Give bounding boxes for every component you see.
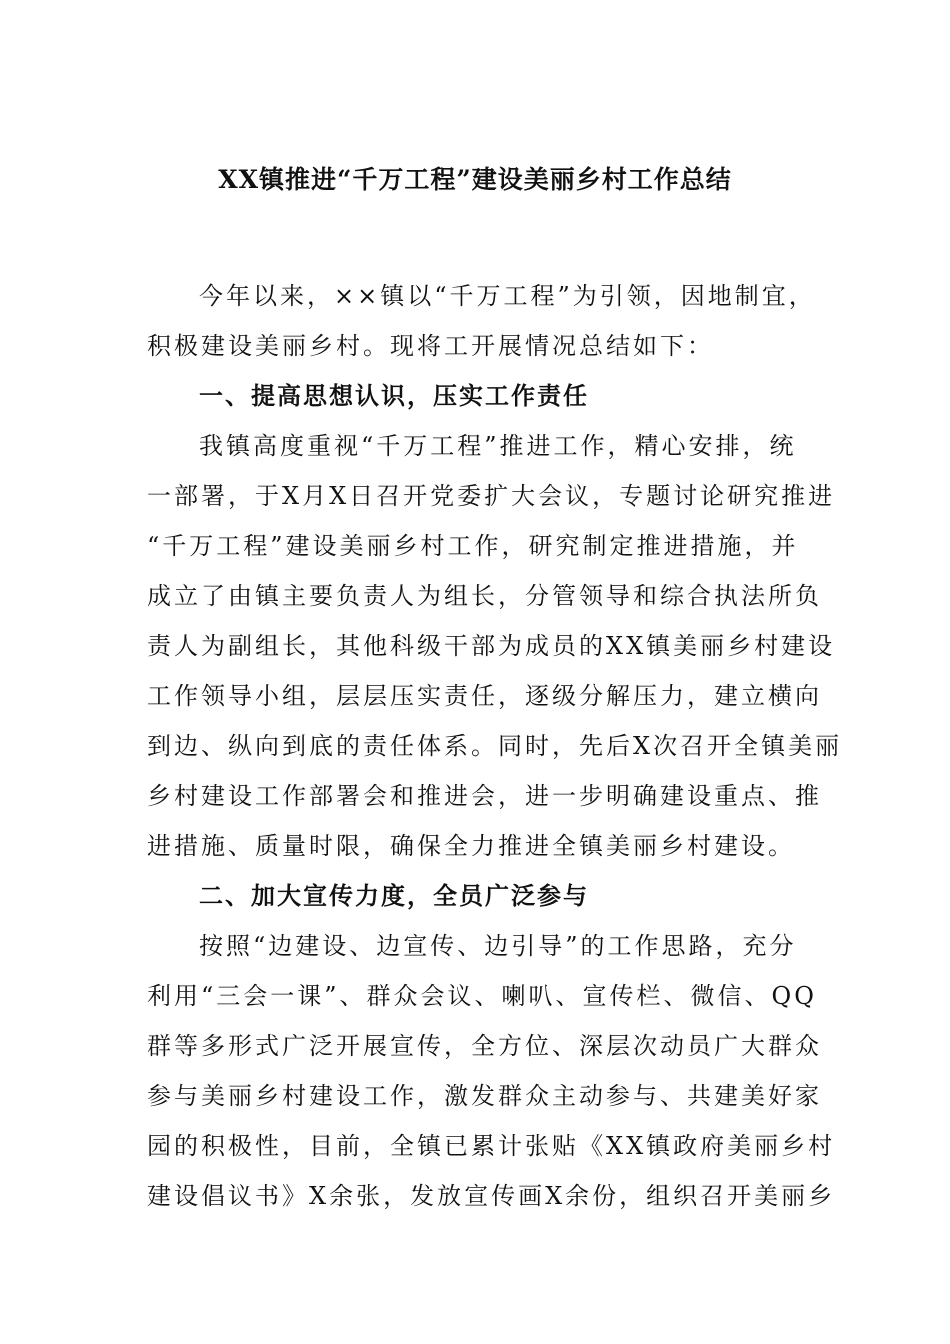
paragraph-line: 群等多形式广泛开展宣传，全方位、深层次动员广大群众 (147, 1032, 822, 1060)
document-title: XX镇推进“千万工程”建设美丽乡村工作总结 (218, 165, 732, 194)
section-heading: 二、加大宣传力度，全员广泛参与 (199, 881, 589, 910)
paragraph-line: “千万工程”建设美丽乡村工作，研究制定推进措施，并 (147, 532, 799, 560)
section-paragraph (147, 421, 843, 871)
paragraph-line: 利用“三会一课”、群众会议、喇叭、宣传栏、微信、QQ (147, 982, 817, 1010)
paragraph-line: 参与美丽乡村建设工作，激发群众主动参与、共建美好家 (147, 1082, 822, 1110)
section-1 (147, 371, 843, 871)
paragraph-line: 到边、纵向到底的责任体系。同时，先后X次召开全镇美丽 (147, 732, 843, 760)
document-body (147, 271, 843, 1221)
paragraph-line: 乡村建设工作部署会和推进会，进一步明确建设重点、推 (147, 782, 822, 810)
paragraph-line: 进措施、质量时限，确保全力推进全镇美丽乡村建设。 (147, 832, 795, 860)
paragraph-line: 成立了由镇主要负责人为组长，分管领导和综合执法所负 (147, 582, 822, 610)
paragraph-line: 工作领导小组，层层压实责任，逐级分解压力，建立横向 (147, 682, 822, 710)
paragraph-line: 责人为副组长，其他科级干部为成员的XX镇美丽乡村建设 (147, 632, 836, 660)
paragraph-line: 一部署，于X月X日召开党委扩大会议，专题讨论研究推进 (147, 482, 836, 510)
intro-line: 积极建设美丽乡村。现将工开展情况总结如下： (147, 332, 714, 360)
section-2 (147, 871, 836, 1221)
paragraph-line: 建设倡议书》X余张，发放宣传画X余份，组织召开美丽乡 (147, 1182, 836, 1210)
paragraph-line: 园的积极性，目前，全镇已累计张贴《XX镇政府美丽乡村 (147, 1132, 836, 1160)
paragraph-line: 按照“边建设、边宣传、边引导”的工作思路，充分 (199, 932, 797, 960)
intro-line: 今年以来，××镇以“千万工程”为引领，因地制宜， (199, 282, 816, 310)
section-heading: 一、提高思想认识，压实工作责任 (199, 381, 589, 410)
section-paragraph (147, 921, 836, 1221)
paragraph-line: 我镇高度重视“千万工程”推进工作，精心安排，统 (199, 432, 797, 460)
intro-paragraph (147, 271, 816, 371)
